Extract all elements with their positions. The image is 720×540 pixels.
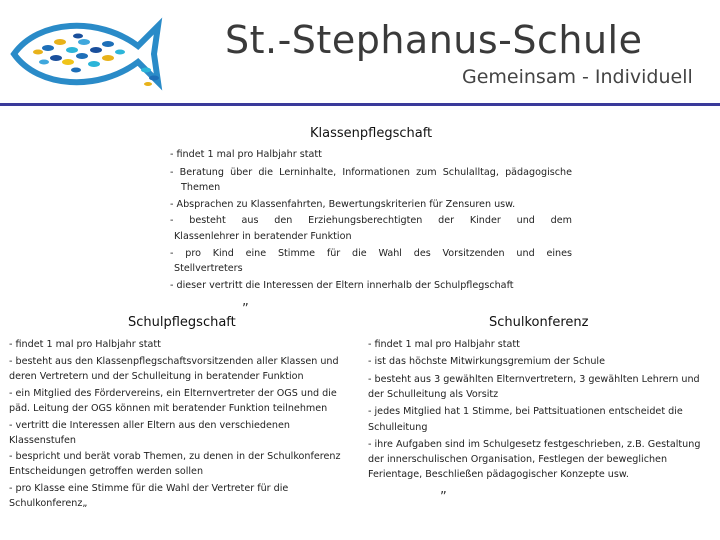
list-item: Entscheidungen getroffen werden sollen: [9, 466, 204, 477]
list-item: - pro Klasse eine Stimme für die Wahl der Vertreter für die: [9, 483, 289, 494]
list-item: - dieser vertritt die Interessen der Eltern innerhalb der Schulpflegschaft: [170, 280, 514, 291]
school-motto: Gemeinsam - Individuell: [462, 66, 693, 88]
list-item: Klassenlehrer in beratender Funktion: [174, 231, 352, 242]
list-item: der Schulleitung als Vorsitz: [368, 389, 499, 400]
list-item: Ferientage, Beschließen pädagogischer Konzepte usw.: [368, 469, 629, 480]
header-divider: [0, 103, 720, 106]
list-item: der innerschulischen Organisation, Festlegen der beweglichen: [368, 454, 668, 465]
list-item: - pro Kind eine Stimme für die Wahl des Vorsitzenden und eines: [170, 248, 572, 259]
list-item: Themen: [181, 182, 221, 193]
quote-mark: ”: [242, 302, 249, 317]
list-item: - findet 1 mal pro Halbjahr statt: [170, 149, 322, 160]
page-header: [0, 0, 720, 108]
list-item: - ist das höchste Mitwirkungsgremium der Schule: [368, 356, 605, 367]
fish-logo-icon: [8, 12, 163, 92]
list-item: Schulkonferenz„: [9, 498, 88, 509]
list-item: Schulleitung: [368, 422, 428, 433]
quote-mark: ”: [440, 490, 447, 505]
list-item: - vertritt die Interessen aller Eltern aus den verschiedenen: [9, 420, 290, 431]
list-item: - ein Mitglied des Fördervereins, ein Elternvertreter der OGS und die: [9, 388, 337, 399]
list-item: deren Vertretern und der Schulleitung in beratender Funktion: [9, 371, 304, 382]
klassenpflegschaft-title: Klassenpflegschaft: [310, 126, 433, 141]
schulpflegschaft-title: Schulpflegschaft: [128, 315, 236, 330]
schulkonferenz-title: Schulkonferenz: [489, 315, 589, 330]
list-item: Stellvertreters: [174, 263, 243, 274]
school-name: St.-Stephanus-Schule: [225, 18, 643, 62]
list-item: - Beratung über die Lerninhalte, Informationen zum Schulalltag, pädagogische: [170, 167, 572, 178]
list-item: - findet 1 mal pro Halbjahr statt: [368, 339, 520, 350]
list-item: - besteht aus den Erziehungsberechtigten der Kinder und dem: [170, 215, 572, 226]
list-item: - besteht aus 3 gewählten Elternvertretern, 3 gewählten Lehrern und: [368, 374, 700, 385]
list-item: - Absprachen zu Klassenfahrten, Bewertungskriterien für Zensuren usw.: [170, 199, 516, 210]
list-item: Klassenstufen: [9, 435, 77, 446]
list-item: - bespricht und berät vorab Themen, zu denen in der Schulkonferenz: [9, 451, 341, 462]
list-item: - jedes Mitglied hat 1 Stimme, bei Pattsituationen entscheidet die: [368, 406, 683, 417]
list-item: - findet 1 mal pro Halbjahr statt: [9, 339, 161, 350]
list-item: - besteht aus den Klassenpflegschaftsvorsitzenden aller Klassen und: [9, 356, 339, 367]
list-item: päd. Leitung der OGS können mit beratender Funktion teilnehmen: [9, 403, 328, 414]
list-item: - ihre Aufgaben sind im Schulgesetz festgeschrieben, z.B. Gestaltung: [368, 439, 701, 450]
